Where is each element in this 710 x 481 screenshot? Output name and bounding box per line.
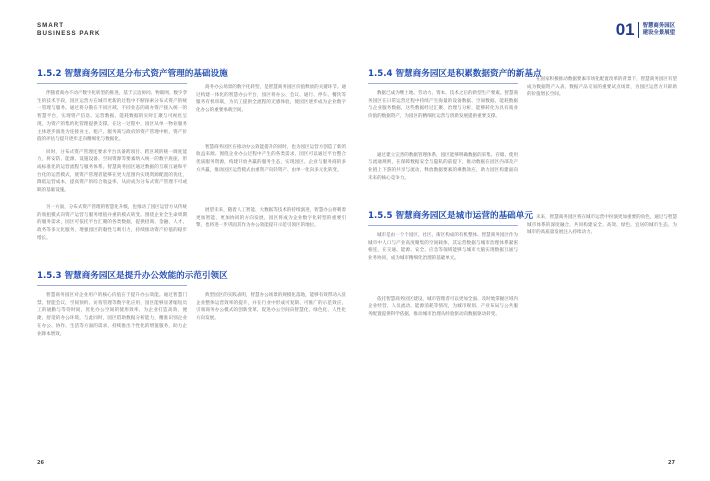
section-title: 1.5.4 智慧商务园区是积累数据资产的新基点 [368,69,542,79]
section-divider [368,225,518,226]
section-divider [368,83,518,84]
paragraph: 展望未来，随着人工智能、大数据等技术的持续演进，智慧办公将朝着更加智能、更加协同的方向发展，园区将成为企业数字化转型的重要引擎，也将进一步巩固其作为办公效能提升示范引领区的地位。 [196,208,346,229]
chapter-title [643,23,675,37]
section-1-5-2 [37,68,228,268]
paragraph: 智慧商务园区对企业用户的核心价值在于提升办公效能。通过智慧门禁、智能会议、空间预约、访客管理等数字化应用，园区能够显著缩短员工的通勤与等待时间，优化办公空间的使用效率，为企业打造高效、便捷、舒适的办公环境。与此同时，园区借助数据分析能力，精准识别企业在办公、协作、生活等方面的需求，持续推出个性化的增值服务，助力企业降本增效。 [37,293,187,337]
chapter-number: 01 [615,20,635,39]
paragraph: 智慧商务园区在推动办公效能提升的同时，也为园区运营方创造了新的收益来源。围绕企业办公过程中产生的各类需求，园区可以通过平台整合优质服务资源，构建开放共赢的服务生态，实现园区、企业与服务商的多方共赢，推动园区运营模式由重资产向轻资产、由单一化向多元化转变。 [196,144,346,173]
page-number-right: 27 [668,460,675,466]
paragraph: 商务办公场景的数字化转型，是智慧商务园区价值释放的关键环节。通过构建一体化的智慧办公平台，园区将办公、会议、通行、停车、餐饮等服务有机串联，为员工提供全流程的无感体验，使园区逐步成为企业数字化办公的重要承载空间。 [196,85,346,114]
section-divider [37,285,187,286]
chapter-header [616,21,675,38]
section-title: 1.5.2 智慧商务园区是分布式资产管理的基础设施 [37,69,228,79]
section-1-5-3 [37,270,347,454]
paragraph: 通过建立完善的数据管理体系，园区能够明确数据的采集、存储、使用与流通规则，在保障数据安全与隐私的前提下，推动数据在园区内部及产业链上下游的共享与流动，释放数据要素的乘数效应，助力园区构建面向未来的核心竞争力。 [368,152,518,181]
section-title: 1.5.3 智慧商务园区是提升办公效能的示范引领区 [37,271,228,281]
paragraph: 另一方面，分布式资产管理的智慧化升级，也推动了园区运营方从传统的收租模式向资产运营与服务增值并重的模式转变。围绕企业全生命周期的服务需求，园区可依托平台汇聚的各类数据，提供招商、金融、人才、政务等多元化服务，增强园区的黏性与吸引力，持续推动资产价值的稳步增长。 [37,205,187,241]
brand-line-2: BUSINESS PARK [37,29,101,37]
paragraph: 依托智慧商务园区建设，城市管理者可以更加全面、及时地掌握区域内企业经营、人员流动、能源消耗等情况，为城市规划、产业布局与公共服务配置提供科学依据，推动城市治理从经验驱动向数据驱动转变。 [368,296,518,317]
paragraph: 伴随着商办不动产数字化转型的推进，基于云边协同、物联网、数字孪生的技术手段，园区运营方在城市更新的过程中不断探索分布式资产的统一管理与服务。通过将分散在不同区域、不同业态的商办资产接入统一的智慧平台，实现资产信息、运营数据、能耗数据的实时汇聚与可视化呈现，为资产的集约化管理提供支撑。在这一过程中，园区从单一物业服务主体逐步演进为连接业主、租户、服务商与政府的资产管理中枢，资产价值的评估与提升逐步走向精细化与数据化。 [37,91,187,143]
paragraph: 在国家积极推动数据要素市场化配置改革的背景下，智慧商务园区有望成为数据资产入表、数据产品交易的重要试点场景，为园区运营方开辟新的价值增长空间。 [527,77,677,98]
paragraph: 城市是由一个个园区、社区、街区构成的有机整体。智慧商务园区作为城市中人口与产业高度聚集的空间载体，其运营数据与城市治理体系紧密相连，在交通、能源、安全、应急等领域能够与城市大脑实现数据互通与业务协同，成为城市精细化治理的基础单元。 [368,233,518,262]
section-title: 1.5.5 智慧商务园区是城市运营的基础单元 [368,211,533,221]
section-1-5-2-continued [196,84,346,275]
chapter-title-line-2: 建设全景展望 [642,29,675,36]
brand-line-1: SMART [37,22,64,29]
chapter-divider [638,22,639,38]
paragraph: 典型园区的实践表明，智慧办公场景的规模化落地，能够有效带动入驻企业整体运营效率的提升，并在行业中形成可复制、可推广的示范效应，引领商务办公模式的创新变革，促进办公空间向智慧化、绿色化、人性化方向发展。 [196,293,346,322]
paragraph: 未来，智慧商务园区将在城市运营中扮演更加重要的角色，通过与智慧城市体系的深度融合，共同构建安全、高效、绿色、宜居的城市生态，为城市的高质量发展注入持续动力。 [527,215,677,236]
chapter-title-line-1: 智慧商务园区 [642,22,675,29]
paragraph: 同时，分布式资产管理还要求平台具备跨项目、跨区域的统一调度能力，将安防、能源、设施设备、空间资源等要素纳入统一的数字底座，形成标准化的运营流程与服务体系。智慧商务园区通过数据的互联互通和平台化的运营模式，使资产管理者能够在更大范围内实现资源配置的优化，降低运营成本，提高资产的综合收益率，从而成为分布式资产管理不可或缺的基础设施。 [37,149,187,194]
section-1-5-4 [368,68,678,205]
section-divider [37,83,187,84]
brand-wordmark [37,22,100,37]
page-number-left: 26 [37,460,44,466]
section-1-5-5 [368,210,678,449]
paragraph: 数据已成为继土地、劳动力、资本、技术之后的新型生产要素。智慧商务园区在日常运营过程中持续产生海量的设备数据、空间数据、能耗数据与企业服务数据，这些数据经过汇聚、治理与分析，能够转化为具有商业价值的数据资产，为园区的精细化运营与创新发展提供重要支撑。 [368,91,518,120]
